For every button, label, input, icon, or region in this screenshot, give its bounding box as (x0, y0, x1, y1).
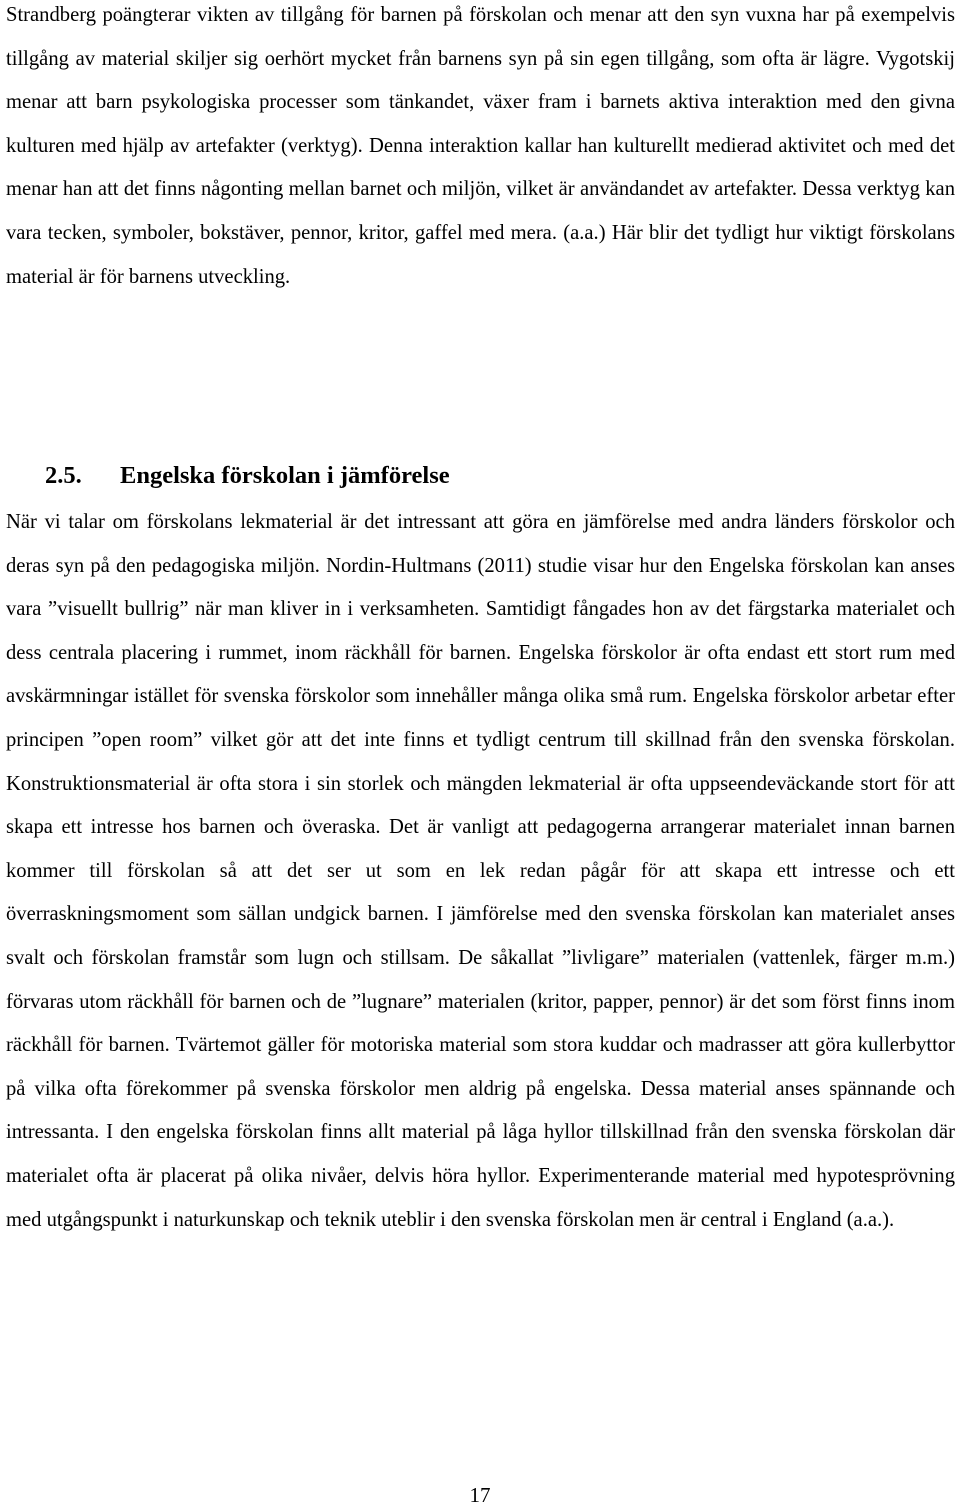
body-paragraph-1: Strandberg poängterar vikten av tillgång för barnen på förskolan och menar att den syn vuxna har på exempelvis tillgång av material skiljer sig oerhört mycket från barnens syn på sin egen tillgång, som ofta är lägre. Vygotskij menar att barn psykologiska processer som tänkandet, växer fram i barnets aktiva interaktion med den givna kulturen med hjälp av artefakter (verktyg). Denna interaktion kallar han kulturellt medierad aktivitet och med det menar han att det finns någonting mellan barnet och miljön, vilket är användandet av artefakter. Dessa verktyg kan vara tecken, symboler, bokstäver, pennor, kritor, gaffel med mera. (a.a.) Här blir det tydligt hur viktigt förskolans material är för barnens utveckling. (6, 4, 955, 288)
body-paragraph-2: När vi talar om förskolans lekmaterial är det intressant att göra en jämförelse med andra länders förskolor och deras syn på den pedagogiska miljön. Nordin-Hultmans (2011) studie visar hur den Engelska förskolan kan anses vara ”visuellt bullrig” när man kliver in i verksamheten. Samtidigt fångades hon av det färgstarka materialet och dess centrala placering i rummet, inom räckhåll för barnen. Engelska förskolor är ofta endast ett stort rum med avskärmningar istället för svenska förskolor som innehåller många olika små rum. Engelska förskolor arbetar efter principen ”open room” vilket gör att det inte finns et tydligt centrum till skillnad från den svenska förskolan. Konstruktionsmaterial är ofta stora i sin storlek och mängden lekmaterial är ofta uppseendeväckande stort för att skapa ett intresse hos barnen och överaska. Det är vanligt att pedagogerna arrangerar materialet innan barnen kommer till förskolan så att det ser ut som en lek redan pågår för att skapa ett intresse och ett överraskningsmoment som sällan undgick barnen. I jämförelse med den svenska förskolan kan materialet anses svalt och förskolan framstår som lugn och stillsam. De såkallat ”livligare” materialen (vattenlek, färger m.m.) förvaras utom räckhåll för barnen och de ”lugnare” materialen (kritor, papper, pennor) är det som först finns inom räckhåll för barnen. Tvärtemot gäller för motoriska material som stora kuddar och madrasser att göra kullerbyttor på vilka ofta förekommer på svenska förskolor men aldrig på engelska. Dessa material anses spännande och intressanta. I den engelska förskolan finns allt material på låga hyllor tillskillnad från den svenska förskolan där materialet ofta är placerat på olika nivåer, delvis höra hyllor. Experimenterande material med hypotesprövning med utgångspunkt i naturkunskap och teknik uteblir i den svenska förskolan men är central i England (a.a.). (6, 511, 955, 1231)
section-heading (45, 456, 450, 496)
section-number: 2.5. (45, 462, 82, 489)
section-title: Engelska förskolan i jämförelse (120, 462, 450, 489)
page-number: 17 (469, 1483, 491, 1507)
